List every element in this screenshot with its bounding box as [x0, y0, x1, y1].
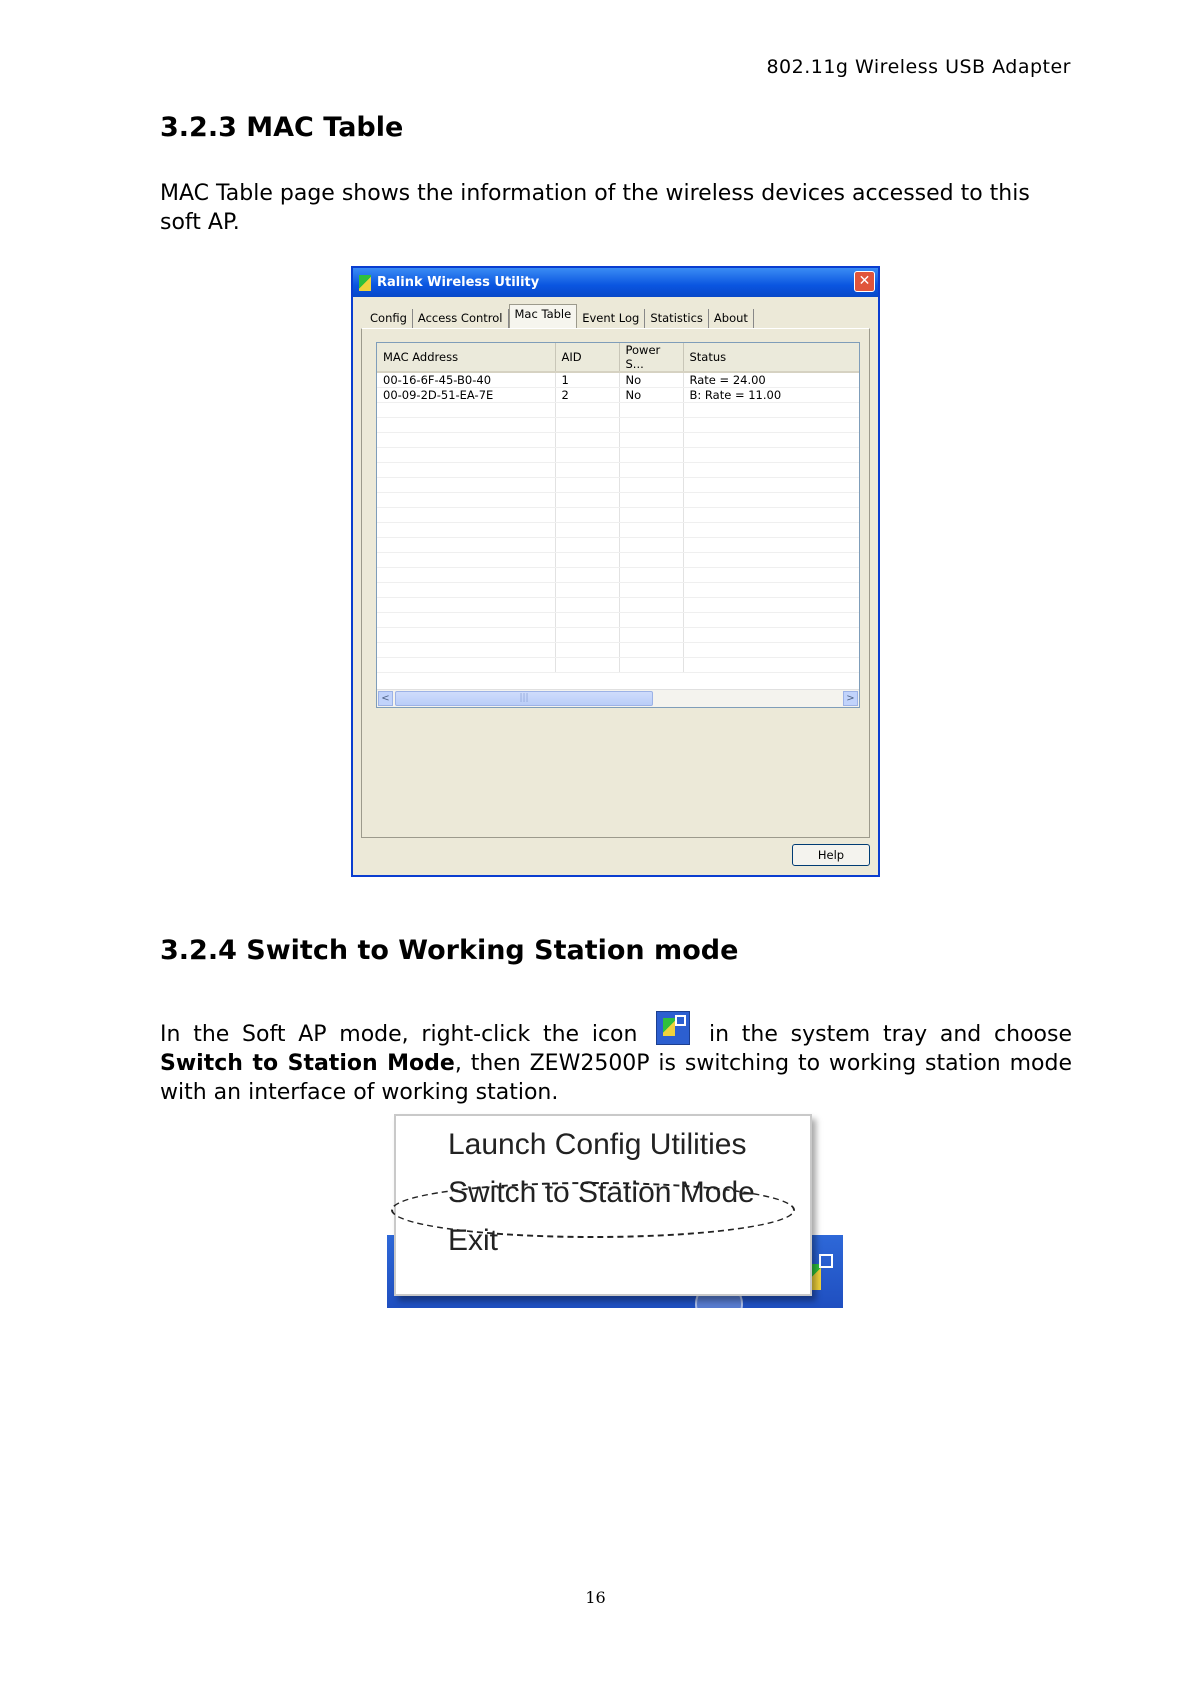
table-cell: [619, 463, 683, 478]
table-cell: [377, 583, 555, 598]
table-row: [377, 448, 860, 463]
table-cell: [619, 643, 683, 658]
table-cell: [555, 433, 619, 448]
table-cell: [377, 418, 555, 433]
tab-strip: [365, 307, 754, 329]
table-cell: B: Rate = 11.00: [683, 388, 860, 403]
mac-table-panel: [361, 328, 870, 838]
table-cell: [377, 613, 555, 628]
table-cell: [619, 403, 683, 418]
table-cell: [377, 448, 555, 463]
table-cell: [619, 538, 683, 553]
table-cell: [619, 613, 683, 628]
tab-about[interactable]: About: [709, 309, 754, 329]
table-cell: [683, 418, 860, 433]
table-cell: [683, 523, 860, 538]
table-cell: [619, 493, 683, 508]
paragraph-text-part2: in the system tray and choose: [708, 1022, 1072, 1047]
table-cell: [377, 403, 555, 418]
tab-statistics[interactable]: Statistics: [645, 309, 709, 329]
table-cell: [555, 418, 619, 433]
table-row: [377, 553, 860, 568]
column-header-status[interactable]: Status: [683, 343, 860, 372]
table-cell: [555, 598, 619, 613]
table-row: [377, 613, 860, 628]
table-row: [377, 658, 860, 673]
table-cell: [683, 643, 860, 658]
table-cell: [377, 478, 555, 493]
tab-config[interactable]: Config: [365, 309, 413, 329]
table-cell: [377, 523, 555, 538]
table-cell: [619, 433, 683, 448]
horizontal-scrollbar[interactable]: [377, 689, 859, 707]
table-cell: [619, 523, 683, 538]
close-button[interactable]: ✕: [854, 271, 875, 292]
table-cell: [619, 628, 683, 643]
tab-event-log[interactable]: Event Log: [577, 309, 645, 329]
section-heading-switch-station: 3.2.4 Switch to Working Station mode: [160, 935, 739, 966]
section-paragraph-switch-station: [160, 1011, 1072, 1107]
table-cell: [555, 478, 619, 493]
table-cell: No: [619, 388, 683, 403]
table-cell: [619, 508, 683, 523]
window-title: Ralink Wireless Utility: [377, 275, 540, 290]
scroll-right-arrow-icon[interactable]: >: [843, 691, 858, 706]
table-cell: [377, 508, 555, 523]
table-cell: [555, 613, 619, 628]
table-cell: [683, 613, 860, 628]
ralink-tray-icon: [656, 1011, 690, 1045]
table-row: [377, 523, 860, 538]
mac-table-list[interactable]: [376, 342, 860, 708]
table-cell: [377, 658, 555, 673]
table-cell: [555, 523, 619, 538]
table-cell: [377, 493, 555, 508]
table-cell: No: [619, 372, 683, 388]
table-cell: [555, 628, 619, 643]
table-cell: [555, 583, 619, 598]
table-cell: [683, 553, 860, 568]
table-cell: [683, 598, 860, 613]
tab-mac-table[interactable]: Mac Table: [509, 304, 578, 329]
table-row: [377, 463, 860, 478]
scroll-left-arrow-icon[interactable]: <: [378, 691, 393, 706]
menu-item-launch-config[interactable]: Launch Config Utilities: [448, 1128, 747, 1161]
table-cell: [619, 478, 683, 493]
table-cell: [555, 508, 619, 523]
document-header: 802.11g Wireless USB Adapter: [766, 56, 1071, 78]
table-cell: [377, 433, 555, 448]
table-row: [377, 598, 860, 613]
mac-table: [377, 343, 860, 673]
table-cell: Rate = 24.00: [683, 372, 860, 388]
table-row: [377, 493, 860, 508]
table-cell: [683, 658, 860, 673]
table-row[interactable]: [377, 372, 860, 388]
table-cell: [683, 463, 860, 478]
table-cell: [619, 448, 683, 463]
table-cell: [377, 598, 555, 613]
table-cell: 00-09-2D-51-EA-7E: [377, 388, 555, 403]
paragraph-text-part1: In the Soft AP mode, right-click the icon: [160, 1022, 638, 1047]
table-cell: [619, 553, 683, 568]
table-cell: [555, 493, 619, 508]
ralink-app-icon: [359, 275, 371, 291]
table-cell: [683, 538, 860, 553]
column-header-mac-address[interactable]: MAC Address: [377, 343, 555, 372]
table-cell: [377, 643, 555, 658]
ralink-utility-window: [351, 266, 880, 877]
table-row: [377, 568, 860, 583]
table-cell: [377, 628, 555, 643]
table-cell: [377, 553, 555, 568]
table-cell: 1: [555, 372, 619, 388]
table-row: [377, 508, 860, 523]
table-cell: [683, 433, 860, 448]
table-cell: 2: [555, 388, 619, 403]
table-cell: [619, 418, 683, 433]
table-cell: [555, 568, 619, 583]
column-header-aid[interactable]: AID: [555, 343, 619, 372]
menu-item-exit[interactable]: Exit: [448, 1224, 499, 1257]
table-row: [377, 478, 860, 493]
table-cell: [377, 538, 555, 553]
menu-item-switch-station[interactable]: Switch to Station Mode: [448, 1176, 755, 1209]
table-cell: [683, 403, 860, 418]
help-button[interactable]: Help: [792, 844, 870, 866]
table-row: [377, 643, 860, 658]
table-cell: [555, 463, 619, 478]
table-cell: [683, 568, 860, 583]
column-header-power-save[interactable]: Power S...: [619, 343, 683, 372]
table-cell: [683, 448, 860, 463]
section-heading-mac-table: 3.2.3 MAC Table: [160, 112, 404, 143]
table-cell: [377, 463, 555, 478]
table-row: [377, 538, 860, 553]
table-row: [377, 628, 860, 643]
scrollbar-thumb[interactable]: |||: [395, 691, 653, 706]
table-cell: [555, 658, 619, 673]
paragraph-bold-switch-mode: Switch to Station Mode: [160, 1051, 455, 1076]
page-number: 16: [585, 1588, 606, 1607]
table-row: [377, 433, 860, 448]
table-cell: [683, 583, 860, 598]
table-row: [377, 418, 860, 433]
table-cell: [555, 553, 619, 568]
table-cell: [619, 598, 683, 613]
window-titlebar: [353, 268, 878, 297]
table-cell: [619, 568, 683, 583]
paragraph-text-part3: , then ZEW2500P is switching to working station mode with an interface of working station.: [160, 1051, 1072, 1105]
highlight-ellipse: [391, 1182, 795, 1238]
table-cell: 00-16-6F-45-B0-40: [377, 372, 555, 388]
table-cell: [555, 403, 619, 418]
table-cell: [683, 493, 860, 508]
table-cell: [683, 478, 860, 493]
table-cell: [619, 583, 683, 598]
table-row: [377, 583, 860, 598]
table-cell: [683, 508, 860, 523]
table-cell: [619, 658, 683, 673]
tab-access-control[interactable]: Access Control: [413, 309, 509, 329]
table-cell: [683, 628, 860, 643]
table-cell: [555, 538, 619, 553]
table-row[interactable]: [377, 388, 860, 403]
section-paragraph-mac-table: MAC Table page shows the information of the wireless devices accessed to this soft AP.: [160, 181, 1030, 235]
table-cell: [377, 568, 555, 583]
table-cell: [555, 448, 619, 463]
table-row: [377, 403, 860, 418]
table-cell: [555, 643, 619, 658]
